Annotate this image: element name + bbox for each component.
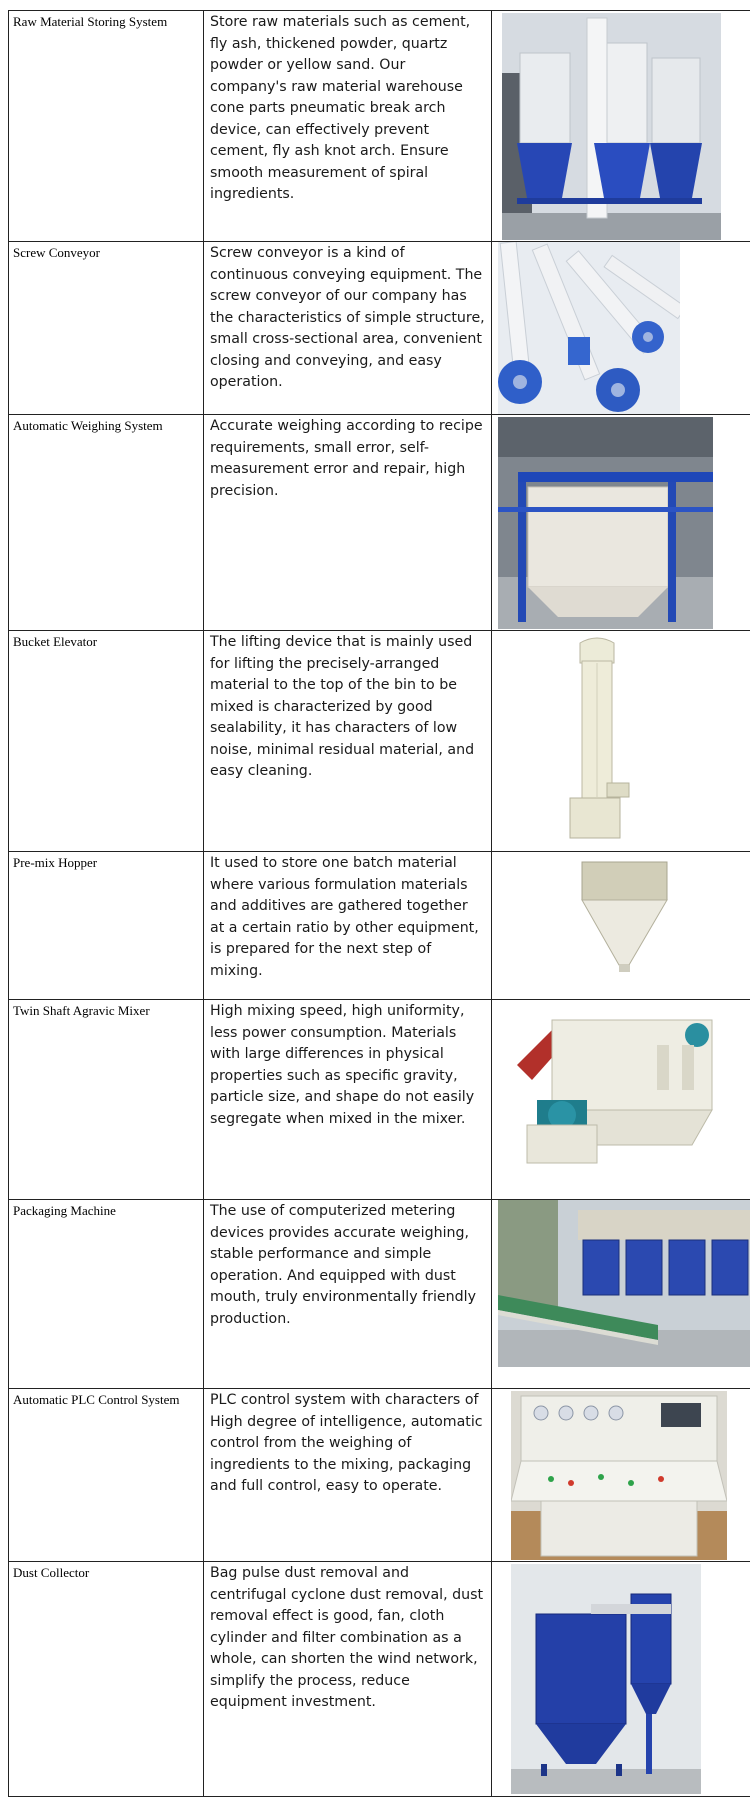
table-row	[9, 631, 750, 852]
table-row	[9, 1200, 750, 1389]
screw-conveyors-image	[498, 242, 680, 414]
equipment-description: Accurate weighing according to recipe requirements, small error, self-measurement error and repair, high precision.	[204, 415, 492, 631]
weighing-hopper-image	[498, 417, 713, 629]
table-row	[9, 415, 750, 631]
table-row	[9, 242, 750, 415]
table-row	[9, 11, 750, 242]
dust-collector-image	[511, 1564, 701, 1794]
equipment-description: PLC control system with characters of High degree of intelligence, automatic control from the weighing of ingredients to the mixing, packaging and full control, easy to operate.	[204, 1389, 492, 1562]
raw-material-silos-image	[502, 13, 721, 240]
equipment-table	[8, 10, 750, 1797]
premix-hopper-image	[577, 857, 672, 977]
equipment-name: Packaging Machine	[9, 1200, 204, 1389]
equipment-name: Raw Material Storing System	[9, 11, 204, 242]
equipment-description: It used to store one batch material where various formulation materials and additives are gathered together at a certain ratio by other equipment, is prepared for the next step of mixing.	[204, 852, 492, 1000]
bucket-elevator-image	[562, 633, 642, 850]
equipment-name: Screw Conveyor	[9, 242, 204, 415]
equipment-name: Twin Shaft Agravic Mixer	[9, 1000, 204, 1200]
equipment-name: Pre-mix Hopper	[9, 852, 204, 1000]
plc-control-cabinet-image	[511, 1391, 727, 1560]
table-row	[9, 1000, 750, 1200]
packaging-machine-image	[498, 1200, 750, 1367]
equipment-description: Bag pulse dust removal and centrifugal cyclone dust removal, dust removal effect is good, fan, cloth cylinder and filter combination as a whole, can shorten the wind network, simplify the process, reduce equipment investment.	[204, 1562, 492, 1797]
equipment-description: High mixing speed, high uniformity, less power consumption. Materials with large differences in physical properties such as specific gravity, particle size, and shape do not easily segregate when mixed in the mixer.	[204, 1000, 492, 1200]
twin-shaft-mixer-image	[517, 1005, 722, 1173]
equipment-description: Screw conveyor is a kind of continuous conveying equipment. The screw conveyor of our company has the characteristics of simple structure, small cross-sectional area, convenient closing and conveying, and easy operation.	[204, 242, 492, 415]
equipment-description: Store raw materials such as cement, fly ash, thickened powder, quartz powder or yellow sand. Our company's raw material warehouse cone parts pneumatic break arch device, can effectively prevent cement, fly ash knot arch. Ensure smooth measurement of spiral ingredients.	[204, 11, 492, 242]
equipment-name: Automatic Weighing System	[9, 415, 204, 631]
equipment-description: The use of computerized metering devices provides accurate weighing, stable performance and simple operation. And equipped with dust mouth, truly environmentally friendly production.	[204, 1200, 492, 1389]
table-row	[9, 852, 750, 1000]
equipment-name: Dust Collector	[9, 1562, 204, 1797]
equipment-description: The lifting device that is mainly used for lifting the precisely-arranged material to the top of the bin to be mixed is characterized by good sealability, it has characters of low noise, minimal residual material, and easy cleaning.	[204, 631, 492, 852]
table-row	[9, 1389, 750, 1562]
table-row	[9, 1562, 750, 1797]
equipment-name: Automatic PLC Control System	[9, 1389, 204, 1562]
equipment-name: Bucket Elevator	[9, 631, 204, 852]
